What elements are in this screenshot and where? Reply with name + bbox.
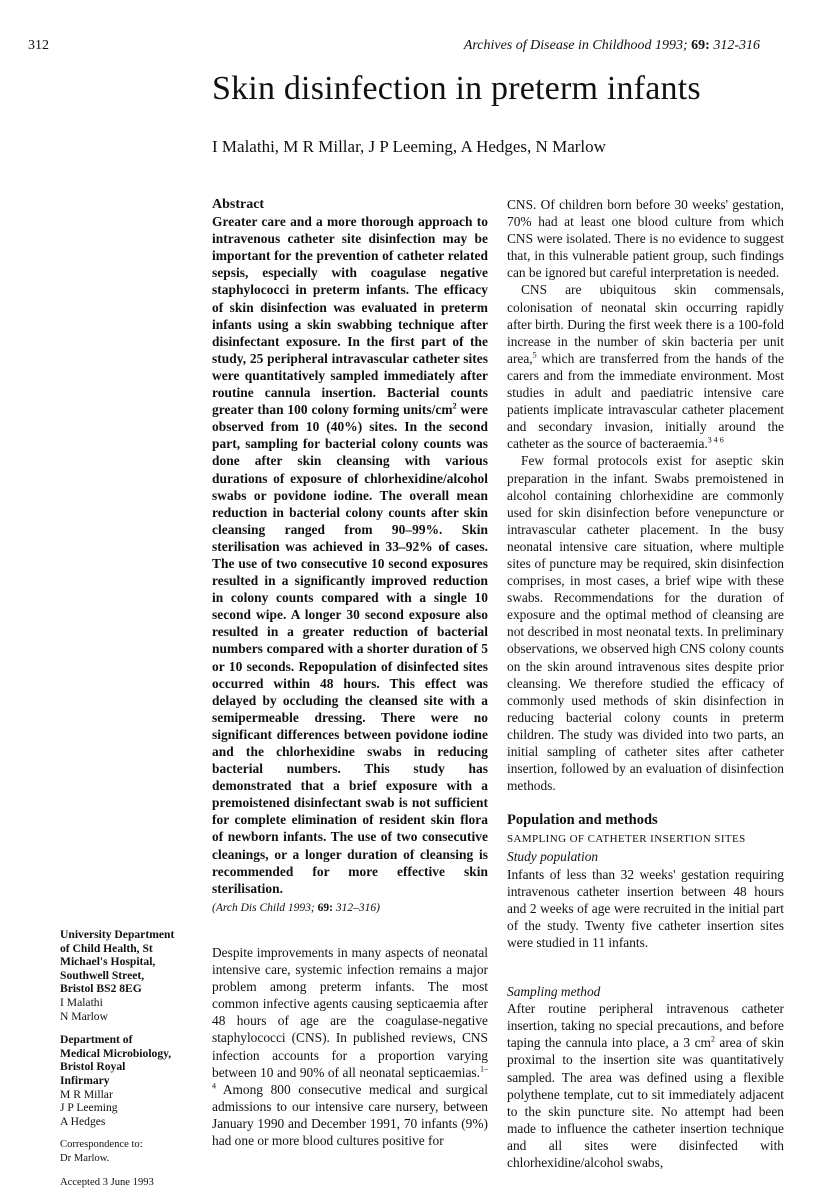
affiliation-person: N Marlow <box>60 1009 108 1023</box>
article-title: Skin disinfection in preterm infants <box>212 70 701 107</box>
affiliation-line: Southwell Street, <box>60 968 145 982</box>
abstract-column <box>212 196 488 917</box>
introduction-column <box>212 944 488 1149</box>
journal-reference <box>464 38 760 54</box>
affiliation-line: University Department <box>60 928 175 941</box>
correspondence-label: Correspondence to: <box>60 1139 143 1151</box>
affiliation-person: I Malathi <box>60 995 103 1009</box>
correspondence <box>60 1138 190 1165</box>
right-column <box>507 196 784 1171</box>
affiliation-person: J P Leeming <box>60 1101 118 1115</box>
affiliation-line: Department of <box>60 1033 133 1047</box>
section-heading-methods: Population and methods <box>507 812 658 829</box>
accepted-date: Accepted 3 June 1993 <box>60 1176 154 1188</box>
affiliation-line: Bristol BS2 8EG <box>60 982 142 996</box>
intro-paragraph-1-continued: CNS. Of children born before 30 weeks' gestation, 70% had at least one blood culture from which CNS were isolated. There is no evidence to suggest that, in this vulnerable patient group, such findings can be ignored but careful interpretation is needed. <box>507 197 784 281</box>
journal-volume: 69: <box>691 38 710 53</box>
affiliation-line: Infirmary <box>60 1073 110 1087</box>
sampling-method-text: After routine peripheral intravenous catheter insertion, taking no special precautions, and before taping the cannula into place, a 3 $cm^2$ area of skin proximal to the insertion site was quantitatively sampled. The area was defined using a flexible polythene template, cut to sit immediately adjacent to the skin puncture site. No attempt had been made to influence the catheter insertion technique and all sites were disinfected with chlorhexidine/alcohol swabs, <box>507 1001 785 1170</box>
subsection-heading: SAMPLING OF CATHETER INSERTION SITES <box>507 833 746 846</box>
affiliation-line: Bristol Royal <box>60 1060 126 1074</box>
page-number: 312 <box>28 38 49 53</box>
sampling-method-heading: Sampling method <box>507 984 601 1000</box>
journal-pages: 312-316 <box>713 38 760 53</box>
affiliation-person: M R Millar <box>60 1087 113 1101</box>
affiliation-2 <box>60 1033 190 1128</box>
affiliations-sidebar <box>60 928 190 1189</box>
study-population-text: Infants of less than 32 weeks' gestation requiring intravenous catheter insertion between 48 hours and 2 weeks of age were recruited in the initial part of the study. Twenty five catheter insertion sites were studied in 11 infants. <box>507 866 784 950</box>
abstract-text: Greater care and a more thorough approach to intravenous catheter site disinfection may be important for the prevention of catheter related sepsis, especially with coagulase negative staphylococci in preterm infants. The efficacy of skin disinfection was evaluated in preterm infants using a skin swabbing technique after disinfectant exposure. In the first part of the study, 25 peripheral intravascular catheter sites were quantitatively sampled immediately after routine cannula insertion. Bacterial counts greater than 100 colony forming units/$cm^2$ were observed from 10 (40%) sites. In the second part, sampling for bacterial colony counts was done after skin cleansing with various durations of exposure of chlorhexidine/alcohol swabs or povidone iodine. The overall mean reduction in bacterial colony counts after skin cleansing ranged from 90–99%. Skin sterilisation was achieved in 33–92% of cases. The use of two consecutive 10 second exposures resulted in a significantly improved reduction in colony counts compared with a single 10 second wipe. A longer 30 second exposure also resulted in a greater reduction of bacterial numbers compared with a shorter duration of 5 or 10 seconds. Repopulation of disinfected sites occurred within 48 hours. This effect was delayed by occluding the cleansed site with a semipermeable dressing. There were no significant differences between povidone iodine and the chlorhexidine swabs in reducing bacterial numbers. This study has demonstrated that a brief exposure with a premoistened disinfectant swab is not sufficient for complete elimination of resident skin flora of newborn infants. The use of two consecutive cleanings, or a longer duration of cleansing is recommended for more effective skin sterilisation. <box>212 214 488 896</box>
author-list: I Malathi, M R Millar, J P Leeming, A Hedges, N Marlow <box>212 137 606 156</box>
abstract-citation: (Arch Dis Child 1993; 69: 312–316) <box>212 901 380 914</box>
intro-paragraph-1: Despite improvements in many aspects of neonatal intensive care, systemic infection remains a major problem among preterm infants. The most common infective agents causing septicaemia after 48 hours of age are the coagulase-negative staphylococci (CNS). In published reviews, CNS infection accounts for a proportion varying between 10 and 90% of all neonatal septicaemias.$^{1-4}$ Among 800 consecutive medical and surgical admissions to our intensive care nursery, between January 1990 and December 1991, 70 infants (9%) had one or more blood cultures positive for <box>212 945 488 1149</box>
correspondence-name: Dr Marlow. <box>60 1152 110 1164</box>
intro-paragraph-2: CNS are ubiquitous skin commensals, colonisation of neonatal skin occurring rapidly after birth. During the first week there is a 100-fold increase in the number of skin bacteria per unit area,$^5$ which are transferred from the hands of the carers and from the immediate environment. Most studies in adult and paediatric intensive care patients implicate intravascular catheter placement and secondary invasion, initially around the catheter as the source of bacteraemia.$^{3 4 6}$ <box>507 282 784 452</box>
affiliation-person: A Hedges <box>60 1114 106 1128</box>
affiliation-1 <box>60 928 190 1023</box>
intro-paragraph-3: Few formal protocols exist for aseptic skin preparation in the infant. Swabs premoistened in alcohol containing chlorhexidine are commonly used for skin disinfection before venepuncture or intravascular catheter placement. In the busy neonatal intensive care situation, where multiple sites of puncture may be required, skin disinfection comprises, in most cases, a brief wipe with these swabs. Recommendations for the duration of exposure and the optimal method of cleansing are not described in most neonatal texts. In preliminary observations, we observed high CNS colony counts on the skin around intravenous sites despite prior cleansing. We therefore studied the efficacy of commonly used methods of skin disinfection in reducing bacterial colony counts in preterm children. The study was divided into two parts, an initial sampling of catheter sites after catheter insertion, followed by an evaluation of disinfection methods. <box>507 453 784 794</box>
study-population-heading: Study population <box>507 849 599 865</box>
affiliation-line: of Child Health, St <box>60 941 153 955</box>
journal-name: Archives of Disease in Childhood 1993; <box>463 38 688 53</box>
affiliation-line: Medical Microbiology, <box>60 1046 172 1060</box>
affiliation-line: Michael's Hospital, <box>60 955 156 969</box>
abstract-heading: Abstract <box>212 197 265 212</box>
